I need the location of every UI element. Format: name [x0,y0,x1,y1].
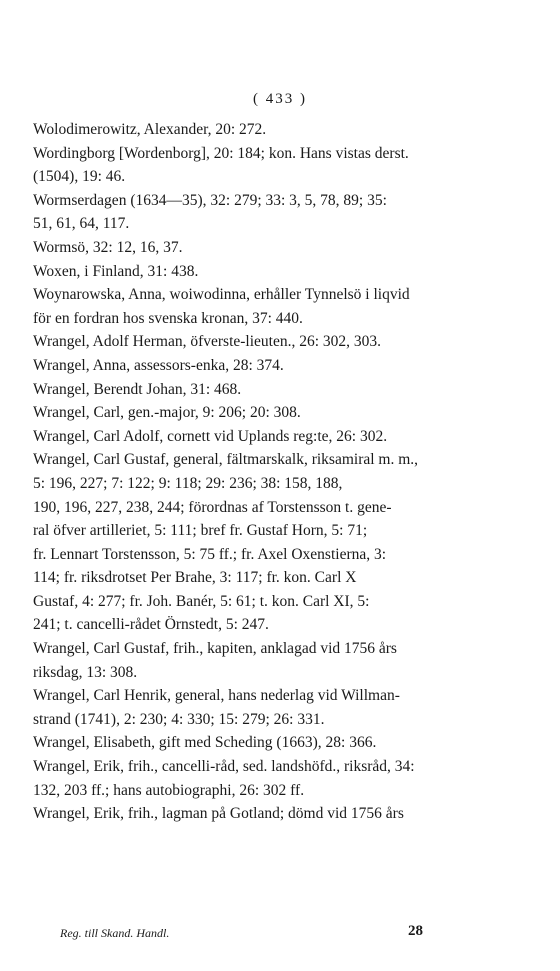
index-entry [33,260,529,284]
index-entry [33,354,529,378]
index-entry-line: riksdag, 13: 308. [33,663,138,681]
index-entry-line: Wrangel, Adolf Herman, öfverste-lieuten., 26: 302, 303. [33,333,382,351]
index-entry-line: Wrangel, Carl, gen.-major, 9: 206; 20: 308. [33,404,301,422]
index-entry-line: 51, 61, 64, 117. [33,215,130,233]
index-entries [33,118,529,826]
index-entry-line: Wrangel, Carl Gustaf, general, fältmarskalk, riksamiral m. m., [33,451,419,469]
index-entry [33,118,529,142]
index-entry-line: Wordingborg [Wordenborg], 20: 184; kon. Hans vistas derst. [33,144,409,162]
index-entry-line: 5: 196, 227; 7: 122; 9: 118; 29: 236; 38: 158, 188, [33,474,343,492]
index-entry-line: (1504), 19: 46. [33,168,126,186]
index-entry [33,731,529,755]
index-entry-line: 241; t. cancelli-rådet Örnstedt, 5: 247. [33,616,269,634]
footer-title: Reg. till Skand. Handl. [60,926,170,940]
index-entry [33,425,529,449]
index-entry [33,283,529,330]
index-entry-line: Wolodimerowitz, Alexander, 20: 272. [33,121,267,138]
index-entry-line: strand (1741), 2: 230; 4: 330; 15: 279; 26: 331. [33,710,325,728]
index-entry-line: Woynarowska, Anna, woiwodinna, erhåller Tynnelsö i liqvid [33,286,410,304]
index-entry-line: ral öfver artilleriet, 5: 111; bref fr. Gustaf Horn, 5: 71; [33,522,368,540]
index-entry-line: Wormsö, 32: 12, 16, 37. [33,238,183,256]
index-entry-line: Wrangel, Carl Adolf, cornett vid Uplands reg:te, 26: 302. [33,427,388,445]
index-entry [33,189,529,236]
index-entry [33,401,529,425]
index-entry-line: Wrangel, Berendt Johan, 31: 468. [33,380,242,398]
index-entry [33,142,529,189]
index-entry [33,378,529,402]
index-entry [33,802,529,826]
page-number: ( 433 ) [253,91,307,107]
index-entry-line: 114; fr. riksdrotset Per Brahe, 3: 117; fr. kon. Carl X [33,569,357,587]
index-entry-line: Wormserdagen (1634—35), 32: 279; 33: 3, 5, 78, 89; 35: [33,191,387,209]
index-entry [33,448,529,637]
index-entry-line: Wrangel, Erik, frih., lagman på Gotland; dömd vid 1756 års [33,805,404,823]
index-entry-line: Woxen, i Finland, 31: 438. [33,262,199,280]
index-entry [33,755,529,802]
index-entry-line: 190, 196, 227, 238, 244; förordnas af Torstensson t. gene- [33,498,392,516]
footer-signature: 28 [408,923,423,939]
index-entry-line: för en fordran hos svenska kronan, 37: 440. [33,309,303,327]
index-entry [33,637,529,684]
index-entry-line: fr. Lennart Torstensson, 5: 75 ff.; fr. Axel Oxenstierna, 3: [33,545,387,563]
index-entry-line: Wrangel, Carl Henrik, general, hans nederlag vid Willman- [33,687,400,705]
index-entry-line: Wrangel, Carl Gustaf, frih., kapiten, anklagad vid 1756 års [33,640,397,658]
index-entry-line: Wrangel, Anna, assessors-enka, 28: 374. [33,356,284,374]
index-entry-line: Wrangel, Erik, frih., cancelli-råd, sed. landshöfd., riksråd, 34: [33,758,415,776]
index-entry-line: Wrangel, Elisabeth, gift med Scheding (1663), 28: 366. [33,734,377,752]
index-entry-line: 132, 203 ff.; hans autobiographi, 26: 302 ff. [33,781,305,799]
index-entry-line: Gustaf, 4: 277; fr. Joh. Banér, 5: 61; t. kon. Carl XI, 5: [33,592,370,610]
index-entry [33,684,529,731]
index-entry [33,236,529,260]
index-entry [33,330,529,354]
